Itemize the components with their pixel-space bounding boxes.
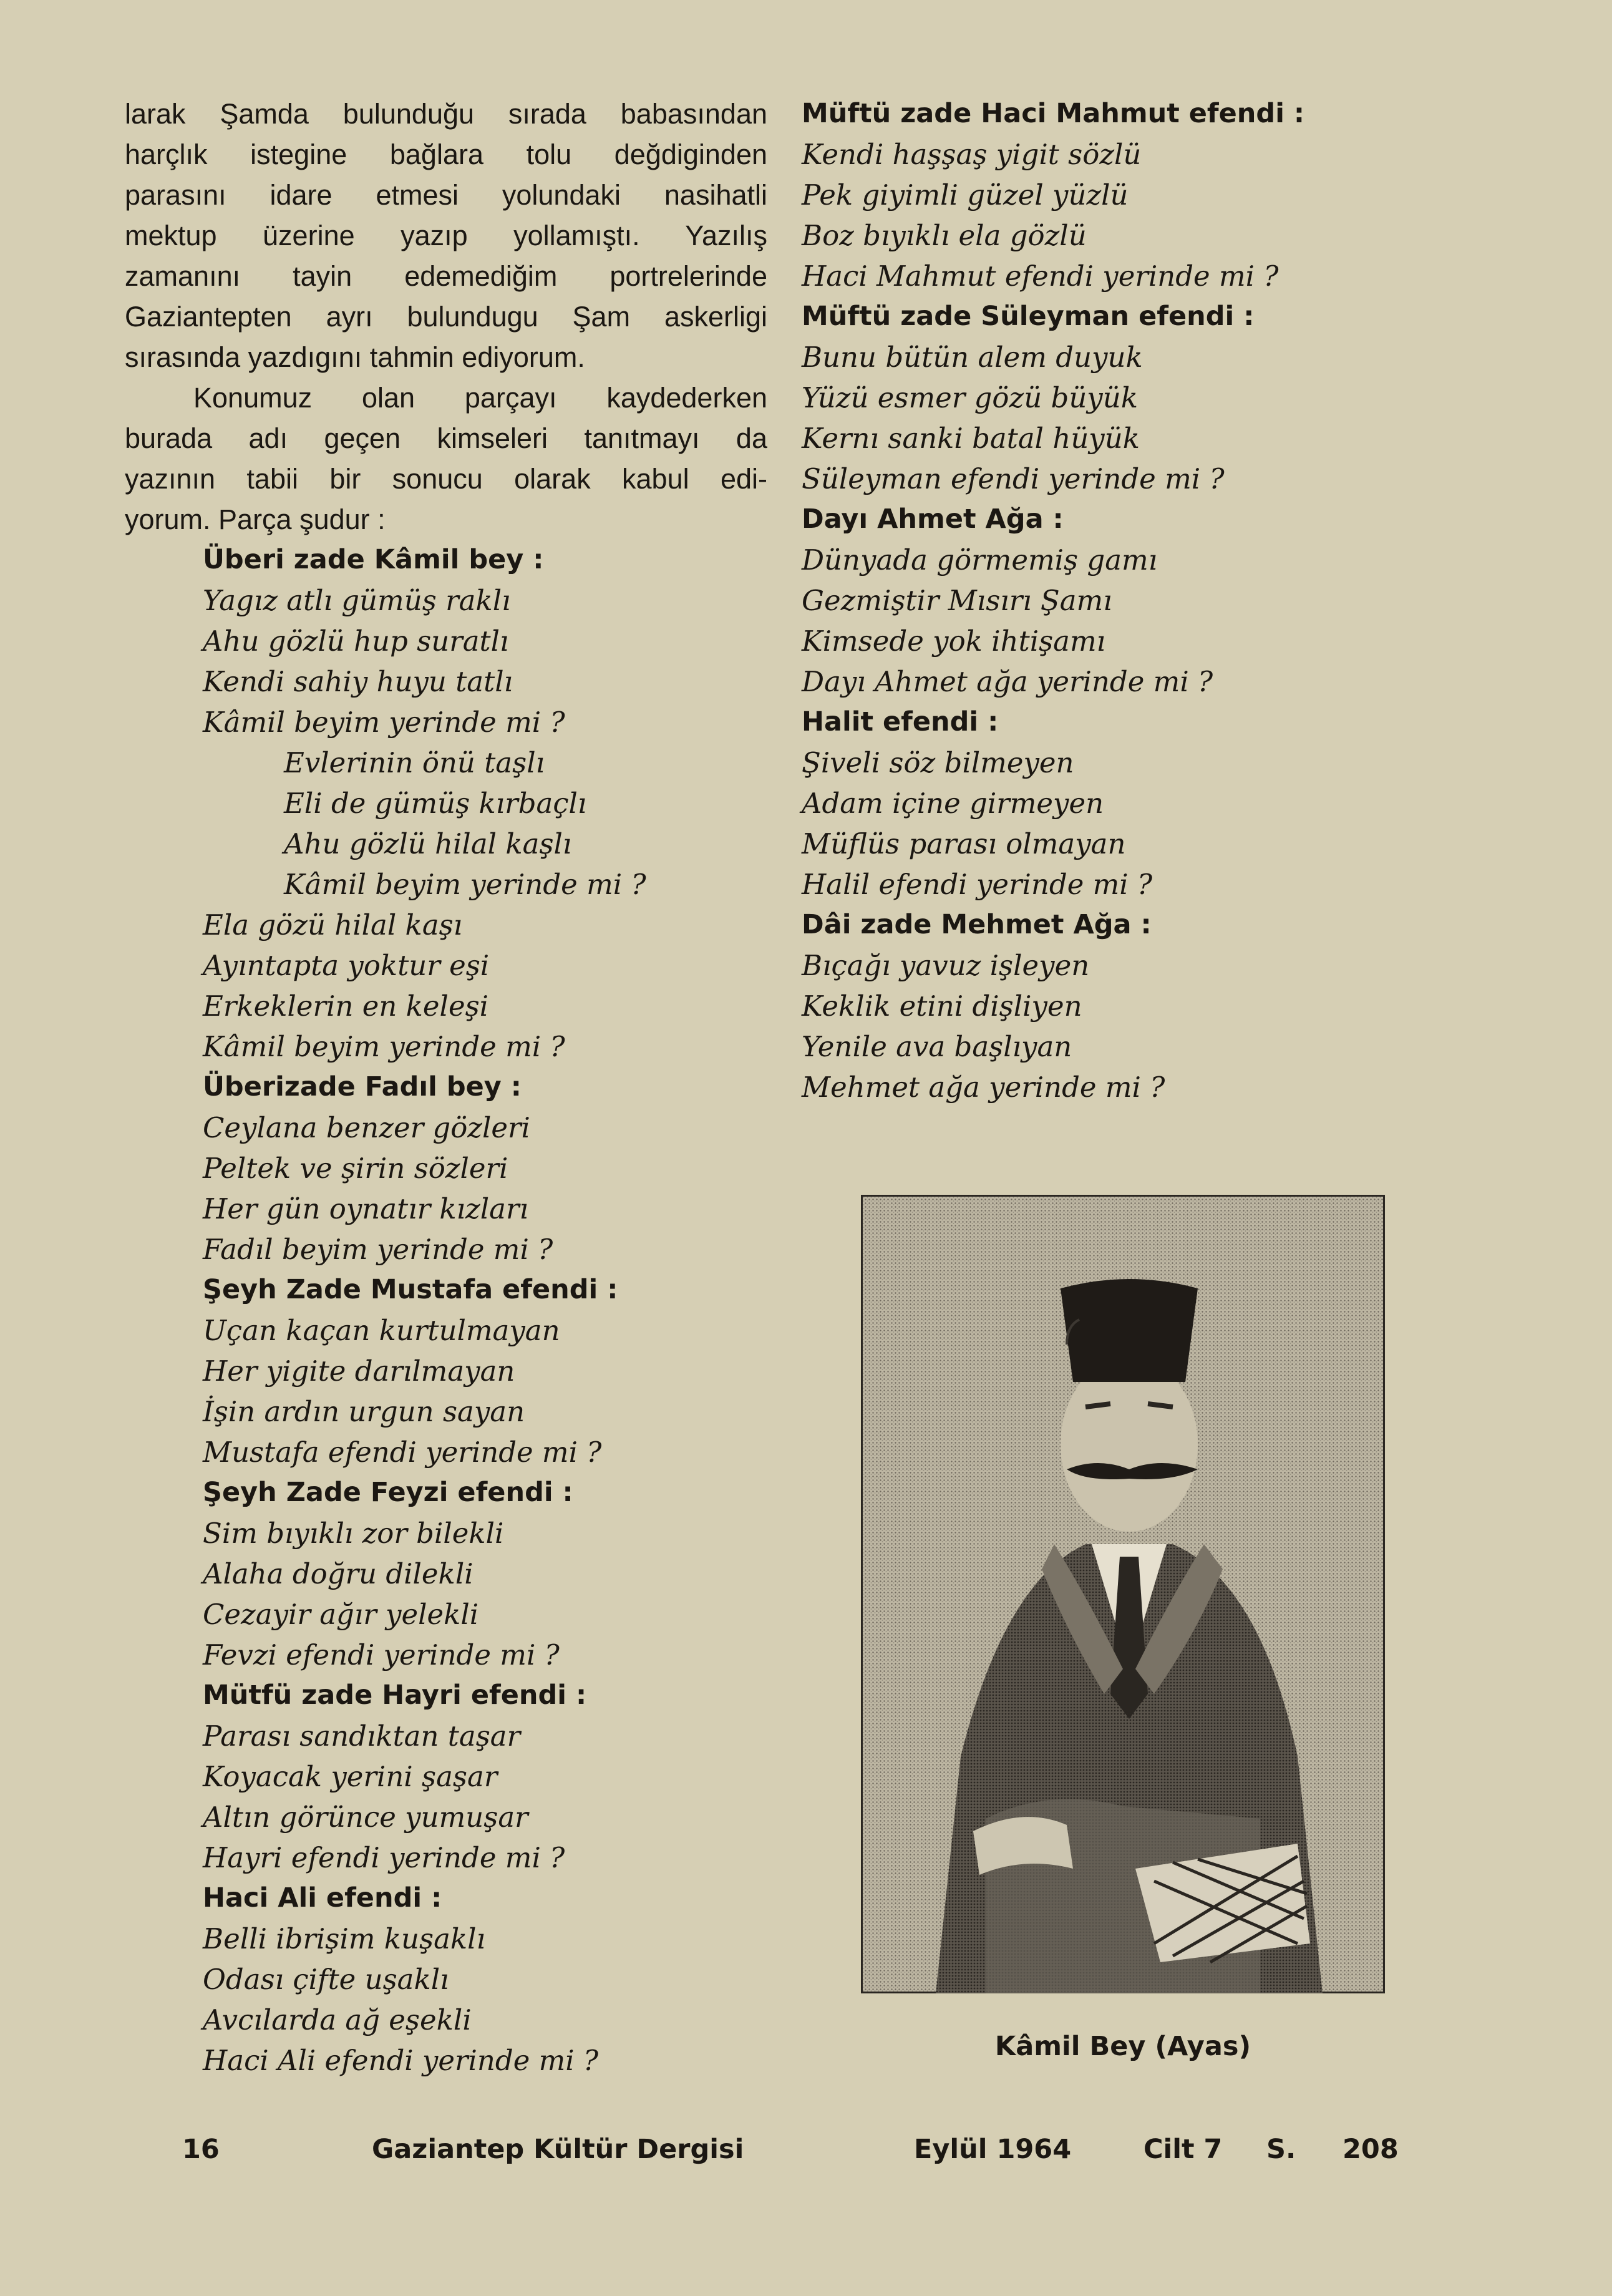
intro-line: larak Şamda bulunduğu sırada babasından — [125, 98, 767, 130]
verse-line: Halil efendi yerinde mi ? — [802, 868, 1153, 901]
photo-caption: Kâmil Bey (Ayas) — [994, 2031, 1251, 2062]
intro-line: mektup üzerine yazıp yollamıştı. Yazılış — [125, 220, 767, 251]
right-column — [802, 94, 1388, 1107]
verse-line: Kimsede yok ihtişamı — [802, 625, 1106, 658]
verse-line: İşin ardın urgun sayan — [203, 1395, 525, 1428]
verse-line: Koyacak yerini şaşar — [203, 1760, 498, 1793]
verse-line: Adam içine girmeyen — [802, 787, 1104, 820]
verse-line: Müflüs parası olmayan — [802, 827, 1126, 860]
page-footer — [0, 2134, 1612, 2171]
verse-line: Gezmiştir Mısırı Şamı — [802, 584, 1112, 617]
verse-line: Kernı sanki batal hüyük — [802, 422, 1140, 455]
verse-line: Evlerinin önü taşlı — [284, 746, 545, 779]
verse-line: Eli de gümüş kırbaçlı — [284, 787, 587, 820]
verse-line: Yüzü esmer gözü büyük — [802, 381, 1138, 414]
verse-line: Boz bıyıklı ela gözlü — [802, 219, 1087, 252]
intro-line: sırasında yazdıgını tahmin ediyorum. — [125, 341, 585, 373]
left-column — [125, 94, 767, 2081]
verse-line: Sim bıyıklı zor bilekli — [203, 1517, 504, 1550]
intro-line: Konumuz olan parçayı kaydederken — [193, 382, 767, 414]
intro-line: yazının tabii bir sonucu olarak kabul edi- — [125, 463, 767, 495]
verse-line: Erkeklerin en keleşi — [203, 990, 489, 1023]
stanza-heading: Müftü zade Haci Mahmut efendi : — [802, 98, 1305, 129]
poem-left — [125, 540, 767, 2081]
issue-date: Eylül 1964 — [914, 2134, 1072, 2165]
verse-line: Her gün oynatır kızları — [203, 1192, 528, 1225]
verse-line: Avcılarda ağ eşekli — [203, 2003, 472, 2036]
verse-line: Şiveli söz bilmeyen — [802, 746, 1074, 779]
stanza-heading: Mütfü zade Hayri efendi : — [203, 1680, 587, 1711]
intro-line: Gaziantepten ayrı bulundugu Şam askerligi — [125, 301, 767, 333]
verse-line: Ceylana benzer gözleri — [203, 1111, 530, 1144]
verse-line: Bunu bütün alem duyuk — [802, 341, 1143, 374]
verse-line: Cezayir ağır yelekli — [203, 1598, 479, 1631]
verse-line: Mustafa efendi yerinde mi ? — [203, 1436, 602, 1469]
intro-line: parasını idare etmesi yolundaki nasihatli — [125, 179, 767, 211]
portrait-photo — [861, 1195, 1385, 1993]
verse-line: Bıçağı yavuz işleyen — [802, 949, 1090, 982]
stanza-heading: Dâi zade Mehmet Ağa : — [802, 909, 1152, 940]
verse-line: Hayri efendi yerinde mi ? — [203, 1841, 565, 1874]
stanza — [125, 1270, 767, 1472]
stanza — [802, 499, 1388, 702]
verse-line: Alaha doğru dilekli — [203, 1557, 473, 1590]
verse-line: Uçan kaçan kurtulmayan — [203, 1314, 560, 1347]
stanza-heading: Halit efendi : — [802, 706, 999, 737]
intro-line: yorum. Parça şudur : — [125, 503, 386, 535]
verse-line: Ela gözü hilal kaşı — [203, 908, 463, 941]
stanza-heading: Şeyh Zade Mustafa efendi : — [203, 1274, 618, 1305]
stanza — [802, 702, 1388, 905]
verse-line: Fadıl beyim yerinde mi ? — [203, 1233, 553, 1266]
verse-line: Mehmet ağa yerinde mi ? — [802, 1071, 1165, 1104]
verse-line: Dayı Ahmet ağa yerinde mi ? — [802, 665, 1213, 698]
intro-paragraph — [125, 94, 767, 377]
intro-paragraph-2 — [125, 377, 767, 540]
intro-line: harçlık istegine bağlara tolu değdiginden — [125, 139, 767, 170]
stanza — [802, 296, 1388, 499]
stanza — [802, 94, 1388, 296]
issue-label: S. — [1266, 2134, 1296, 2165]
volume: Cilt 7 — [1143, 2134, 1223, 2165]
page-number: 16 — [182, 2134, 220, 2165]
stanza-heading: Überizade Fadıl bey : — [203, 1071, 522, 1102]
verse-line: Pek giyimli güzel yüzlü — [802, 178, 1129, 212]
issue-number: 208 — [1343, 2134, 1399, 2165]
stanza — [125, 540, 767, 742]
stanza — [125, 1067, 767, 1270]
verse-line: Kâmil beyim yerinde mi ? — [203, 1030, 565, 1063]
verse-line: Haci Mahmut efendi yerinde mi ? — [802, 260, 1279, 293]
verse-line: Yenile ava başlıyan — [802, 1030, 1072, 1063]
verse-line: Haci Ali efendi yerinde mi ? — [203, 2044, 599, 2077]
verse-line: Parası sandıktan taşar — [203, 1720, 521, 1753]
verse-line: Belli ibrişim kuşaklı — [203, 1922, 485, 1955]
verse-line: Yagız atlı gümüş raklı — [203, 584, 511, 617]
poem-right — [802, 94, 1388, 1107]
verse-line: Dünyada görmemiş gamı — [802, 543, 1158, 576]
stanza-heading: Haci Ali efendi : — [203, 1882, 442, 1914]
verse-line: Ahu gözlü hilal kaşlı — [284, 827, 572, 860]
stanza — [125, 1878, 767, 2081]
verse-line: Ahu gözlü hup suratlı — [203, 625, 509, 658]
stanza-heading: Müftü zade Süleyman efendi : — [802, 301, 1255, 332]
verse-line: Altın görünce yumuşar — [203, 1801, 528, 1834]
verse-line: Kâmil beyim yerinde mi ? — [203, 706, 565, 739]
stanza-heading: Dayı Ahmet Ağa : — [802, 503, 1064, 535]
stanza — [125, 1675, 767, 1878]
intro-line: burada adı geçen kimseleri tanıtmayı da — [125, 422, 767, 454]
stanza — [125, 1472, 767, 1675]
verse-line: Süleyman efendi yerinde mi ? — [802, 462, 1225, 495]
verse-line: Kendi haşşaş yigit sözlü — [802, 138, 1142, 171]
verse-line: Odası çifte uşaklı — [203, 1963, 449, 1996]
stanza — [802, 905, 1388, 1107]
verse-line: Ayıntapta yoktur eşi — [203, 949, 490, 982]
stanza — [125, 905, 767, 1067]
verse-line: Kendi sahiy huyu tatlı — [203, 665, 513, 698]
verse-line: Her yigite darılmayan — [203, 1355, 515, 1388]
intro-line: zamanını tayin edemediğim portrelerinde — [125, 260, 767, 292]
verse-line: Keklik etini dişliyen — [802, 990, 1082, 1023]
verse-line: Kâmil beyim yerinde mi ? — [284, 868, 646, 901]
verse-line: Peltek ve şirin sözleri — [203, 1152, 508, 1185]
verse-line: Fevzi efendi yerinde mi ? — [203, 1638, 560, 1671]
stanza — [125, 742, 767, 905]
stanza-heading: Şeyh Zade Feyzi efendi : — [203, 1477, 573, 1508]
portrait-image — [861, 1195, 1385, 1993]
stanza-heading: Überi zade Kâmil bey : — [203, 544, 544, 575]
journal-name: Gaziantep Kültür Dergisi — [372, 2134, 744, 2165]
